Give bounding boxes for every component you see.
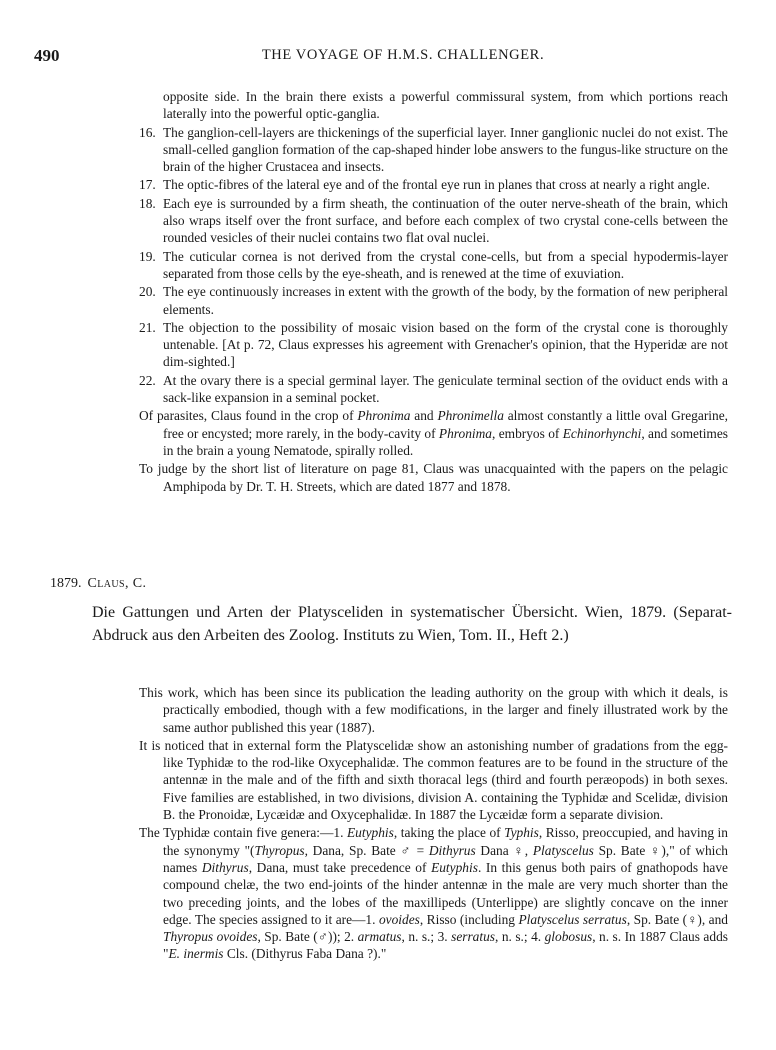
item-number: 22. — [139, 372, 156, 388]
item-number: 18. — [139, 195, 156, 211]
summary-paragraph: This work, which has been since its publication the leading authority on the group with which it deals, is practically embodied, though with a few modifications, in the larger and finely illustrated work by the same author published this year (1887). — [139, 685, 728, 735]
list-item — [139, 124, 728, 176]
item-text: At the ovary there is a special germinal layer. The geniculate terminal section of the oviduct ends with a sack-like expansion in a seminal pocket. — [163, 372, 728, 406]
item-number: 21. — [139, 319, 156, 335]
entry-author: Claus, C. — [87, 576, 147, 591]
bottom-section — [139, 684, 728, 964]
item-number: 20. — [139, 284, 156, 300]
list-item — [139, 319, 728, 371]
entry-title: Die Gattungen und Arten der Platysceliden in systematischer Übersicht. Wien, 1879. (Separat-Abdruck aus den Arbeiten des Zoolog. Instituts zu Wien, Tom. II., Heft 2.) — [92, 604, 732, 644]
list-item — [139, 283, 728, 318]
item-number: 19. — [139, 248, 156, 264]
item-text: The optic-fibres of the lateral eye and of the frontal eye run in planes that cross at nearly a right angle. — [163, 177, 710, 193]
bibliography-entry-heading — [50, 576, 146, 592]
literature-paragraph: To judge by the short list of literature on page 81, Claus was unacquainted with the papers on the pelagic Amphipoda by Dr. T. H. Streets, which are dated 1877 and 1878. — [139, 461, 728, 494]
typhidae-paragraph: The Typhidæ contain five genera:—1. Eutyphis, taking the place of Typhis, Risso, preoccupied, and having in the synonymy "(Thyropus, Dana, Sp. Bate ♂ = Dithyrus Dana ♀, Platyscelus Sp. Bate ♀)," of which names Dithyrus, Dana, must take precedence of Eutyphis. In this genus both pairs of gnathopods have compound chelæ, the two end-joints of the hinder antennæ in the male are very much shorter than the two preceding joints, and the lobes of the maxillipeds (Unterlippe) are slightly concave on the inner edge. The species assigned to it are—1. ovoides, Risso (including Platyscelus serratus, Sp. Bate (♀), and Thyropus ovoides, Sp. Bate (♂)); 2. armatus, n. s.; 3. serratus, n. s.; 4. globosus, n. s. In 1887 Claus adds "E. inermis Cls. (Dithyrus Faba Dana ?)." — [139, 825, 729, 962]
item-text: The ganglion-cell-layers are thickenings of the superficial layer. Inner ganglionic nuclei do not exist. The small-celled ganglion formation of the cap-shaped hinder lobe answers to the fungus-like structure on the brain of the higher Crustacea and insects. — [163, 124, 728, 175]
item-text: The cuticular cornea is not derived from the crystal cone-cells, but from a special hypodermis-layer separated from those cells by the eye-sheath, and is renewed at the time of exuviation. — [163, 248, 728, 281]
item-text: The eye continuously increases in extent with the growth of the body, by the formation of new peripheral elements. — [163, 284, 728, 317]
page-header — [0, 46, 776, 70]
page-number: 490 — [34, 46, 60, 65]
top-section — [139, 88, 728, 496]
item-number: 17. — [139, 177, 156, 193]
parasites-paragraph: Of parasites, Claus found in the crop of Phronima and Phronimella almost constantly a little oval Gregarine, free or encysted; more rarely, in the body-cavity of Phronima, embryos of Echinorhynchi, and sometimes in the brain a young Nematode, spirally rolled. — [139, 408, 728, 458]
item-text: The objection to the possibility of mosaic vision based on the form of the crystal cone is thoroughly untenable. [At p. 72, Claus expresses his agreement with Grenacher's opinion, that the Hyperidæ are not dim-sighted.] — [163, 319, 728, 370]
list-item — [139, 372, 728, 407]
running-title: THE VOYAGE OF H.M.S. CHALLENGER. — [261, 47, 545, 63]
list-item — [139, 195, 728, 247]
list-item — [139, 176, 728, 193]
continuation-paragraph: opposite side. In the brain there exists a powerful commissural system, from which portions reach laterally into the powerful optic-ganglia. — [163, 89, 728, 122]
list-item — [139, 248, 728, 283]
entry-year: 1879. — [50, 576, 82, 591]
platyscelidae-paragraph: It is noticed that in external form the Platyscelidæ show an astonishing number of gradations from the egg-like Typhidæ to the rod-like Oxycephalidæ. The common features are to be found in the structure of the antennæ in the male and of the fifth and sixth thoracal legs (third and fourth peræopods) in both sexes. Five families are established, in two divisions, division A. containing the Typhidæ and Scelidæ, division B. the Pronoidæ, Lycæidæ and Oxycephalidæ. In 1887 the Lycæidæ form a separate division. — [139, 737, 728, 823]
item-number: 16. — [139, 124, 156, 140]
item-text: Each eye is surrounded by a firm sheath, the continuation of the outer nerve-sheath of the brain, which also wraps itself over the front surface, and before each complex of two crystal cone-cells between the rounded vesicles of their nuclei contains two flat oval nuclei. — [163, 195, 728, 246]
